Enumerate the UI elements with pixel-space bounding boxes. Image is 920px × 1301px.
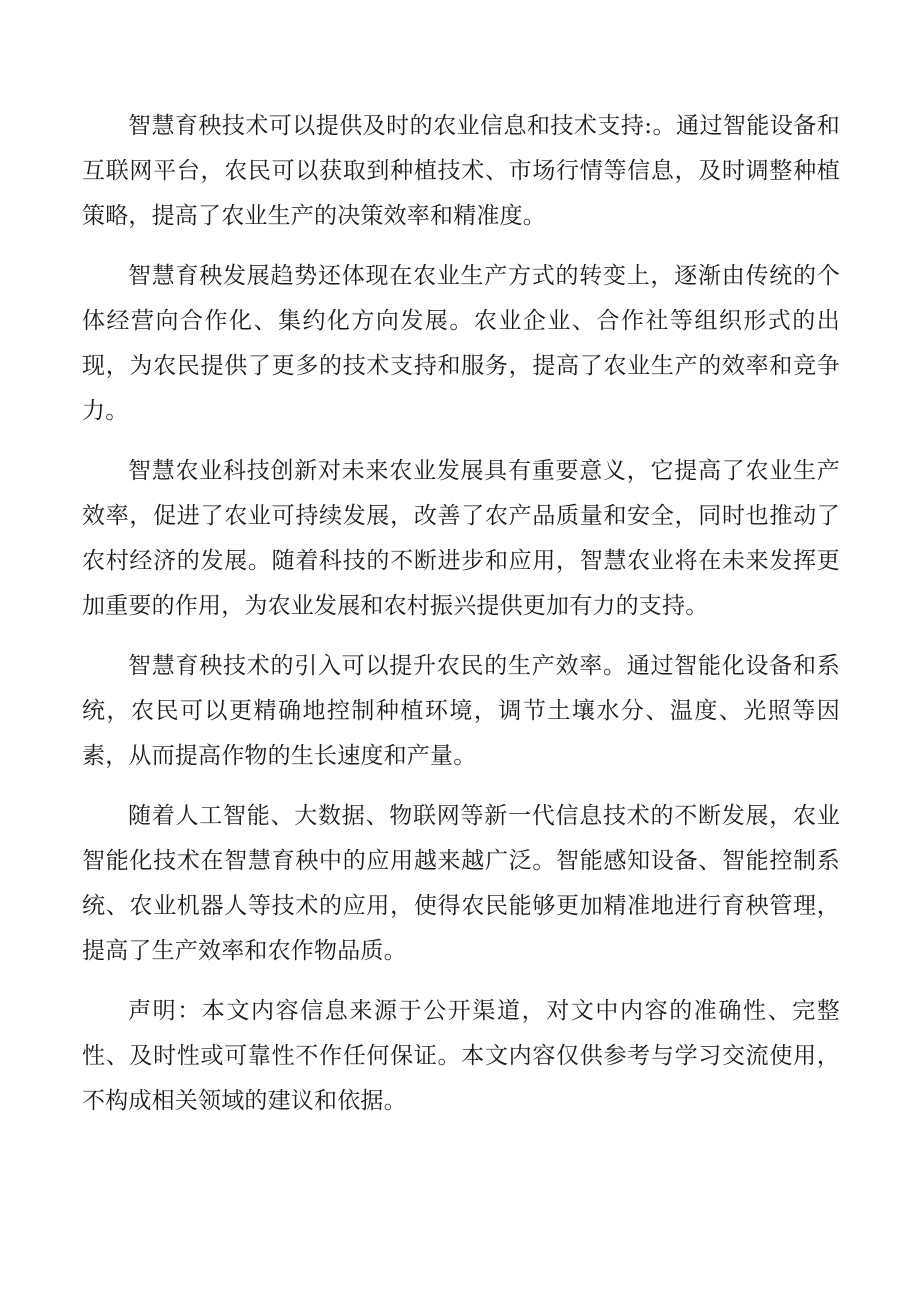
paragraph-disclaimer: 声明：本文内容信息来源于公开渠道，对文中内容的准确性、完整性、及时性或可靠性不作任何保证。本文内容仅供参考与学习交流使用，不构成相关领域的建议和依据。	[82, 998, 840, 1114]
paragraph-development-trend: 智慧育秧发展趋势还体现在农业生产方式的转变上，逐渐由传统的个体经营向合作化、集约化方向发展。农业企业、合作社等组织形式的出现，为农民提供了更多的技术支持和服务，提高了农业生产的效率和竞争力。	[82, 263, 840, 424]
paragraph-production-efficiency: 智慧育秧技术的引入可以提升农民的生产效率。通过智能化设备和系统，农民可以更精确地控制种植环境，调节土壤水分、温度、光照等因素，从而提高作物的生长速度和产量。	[82, 653, 840, 769]
paragraph-innovation-significance: 智慧农业科技创新对未来农业发展具有重要意义，它提高了农业生产效率，促进了农业可持续发展，改善了农产品质量和安全，同时也推动了农村经济的发展。随着科技的不断进步和应用，智慧农业将在未来发挥更加重要的作用，为农业发展和农村振兴提供更加有力的支持。	[82, 458, 840, 619]
paragraph-intelligent-technology: 随着人工智能、大数据、物联网等新一代信息技术的不断发展，农业智能化技术在智慧育秧中的应用越来越广泛。智能感知设备、智能控制系统、农业机器人等技术的应用，使得农民能够更加精准地进行育秧管理，提高了生产效率和农作物品质。	[82, 803, 840, 964]
document-body	[82, 104, 840, 1139]
paragraph-info-support: 智慧育秧技术可以提供及时的农业信息和技术支持:。通过智能设备和互联网平台，农民可以获取到种植技术、市场行情等信息，及时调整种植策略，提高了农业生产的决策效率和精准度。	[82, 113, 840, 229]
